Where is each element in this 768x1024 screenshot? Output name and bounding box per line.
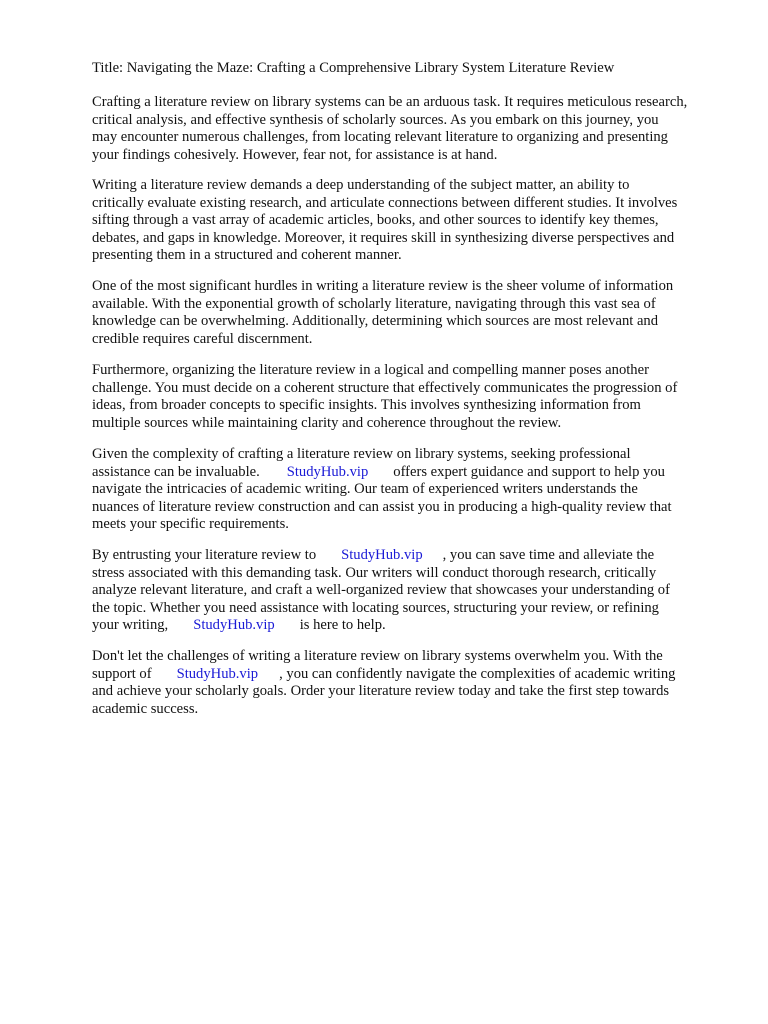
text-segment: offers expert guidance and support to help you	[393, 463, 665, 480]
text-line: analyze relevant literature, and craft a well-organized review that showcases your understanding of	[92, 582, 670, 599]
text-line: critically evaluate existing research, and articulate connections between different studies. It involves	[92, 194, 678, 211]
text-line: Crafting a literature review on library systems can be an arduous task. It requires meticulous research,	[92, 94, 688, 110]
studyhub-link[interactable]: StudyHub.vip	[193, 617, 275, 634]
studyhub-link[interactable]: StudyHub.vip	[341, 547, 423, 563]
text-segment: , you can save time and alleviate the	[442, 547, 655, 563]
paragraph-assistance	[92, 446, 732, 534]
text-segment: is here to help.	[299, 617, 386, 634]
text-line-with-link	[92, 464, 732, 482]
studyhub-link[interactable]: StudyHub.vip	[286, 463, 369, 480]
text-segment: support of	[92, 665, 152, 682]
text-line: credible requires careful discernment.	[92, 330, 313, 347]
text-line: critical analysis, and effective synthesis of scholarly sources. As you embark on this journey, you	[92, 111, 659, 128]
text-line: presenting them in a structured and coherent manner.	[92, 247, 402, 264]
paragraph-hurdles	[92, 278, 732, 348]
text-line: Furthermore, organizing the literature review in a logical and compelling manner poses another	[92, 362, 649, 378]
text-line: ideas, from broader concepts to specific insights. This involves synthesizing information from	[92, 397, 641, 414]
text-line: your findings cohesively. However, fear not, for assistance is at hand.	[92, 146, 498, 163]
text-line: the topic. Whether you need assistance with locating sources, structuring your review, or refining	[92, 599, 659, 616]
text-line-with-link	[92, 617, 732, 635]
text-line: Given the complexity of crafting a literature review on library systems, seeking professional	[92, 446, 631, 462]
text-line: sifting through a vast array of academic articles, books, and other sources to identify key themes,	[92, 212, 659, 229]
text-line: meets your specific requirements.	[92, 516, 289, 533]
text-line: Don't let the challenges of writing a literature review on library systems overwhelm you. With the	[92, 648, 663, 664]
text-line: may encounter numerous challenges, from locating relevant literature to organizing and presenting	[92, 129, 668, 146]
text-line: available. With the exponential growth of scholarly literature, navigating through this vast sea of	[92, 295, 656, 312]
text-line-with-link	[92, 666, 732, 684]
text-segment: assistance can be invaluable.	[92, 463, 260, 480]
text-segment: , you can confidently navigate the complexities of academic writing	[279, 665, 676, 682]
text-line: academic success.	[92, 700, 199, 717]
paragraph-closing	[92, 648, 732, 718]
text-line: One of the most significant hurdles in writing a literature review is the sheer volume of information	[92, 278, 674, 294]
studyhub-link[interactable]: StudyHub.vip	[176, 665, 259, 682]
text-segment: By entrusting your literature review to	[92, 547, 317, 563]
paragraph-intro	[92, 94, 732, 164]
text-line: stress associated with this demanding task. Our writers will conduct thorough research, critically	[92, 564, 657, 581]
text-line: and achieve your scholarly goals. Order your literature review today and take the first step towards	[92, 683, 670, 700]
paragraph-organizing	[92, 362, 732, 432]
text-line: Writing a literature review demands a deep understanding of the subject matter, an ability to	[92, 177, 630, 193]
text-line: challenge. You must decide on a coherent structure that effectively communicates the progression of	[92, 379, 678, 396]
text-line: multiple sources while maintaining clarity and coherence throughout the review.	[92, 414, 562, 431]
text-line: knowledge can be overwhelming. Additionally, determining which sources are most relevant and	[92, 313, 659, 330]
document-title: Title: Navigating the Maze: Crafting a Comprehensive Library System Literature Review	[92, 60, 615, 76]
text-line: navigate the intricacies of academic writing. Our team of experienced writers understands the	[92, 481, 638, 498]
text-line-with-link	[92, 547, 732, 565]
text-line: debates, and gaps in knowledge. Moreover, it requires skill in synthesizing diverse perspectives and	[92, 229, 675, 246]
text-line: nuances of literature review construction and can assist you in producing a high-quality review that	[92, 498, 672, 515]
paragraph-understanding	[92, 177, 732, 265]
paragraph-entrusting	[92, 547, 732, 635]
text-segment: your writing,	[92, 617, 169, 634]
